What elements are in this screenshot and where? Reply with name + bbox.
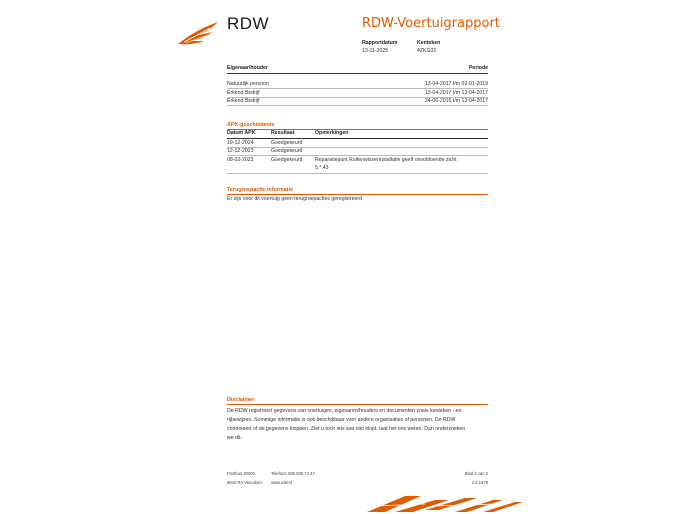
owners-header-rule — [227, 73, 488, 74]
owners-col-period: Periode — [468, 65, 488, 71]
row-divider — [227, 105, 488, 106]
kenteken-label: Kenteken — [417, 40, 441, 46]
disclaimer-line: we dit. — [227, 435, 242, 441]
apk-title-rule — [227, 129, 488, 130]
row-divider — [227, 88, 488, 89]
footer-version: 2.6.1878 — [471, 480, 488, 485]
disclaimer-title: Disclaimer — [227, 397, 255, 403]
owner-row-period: 13-04-2017 t/m 13-04-2017 — [424, 90, 488, 96]
apk-row-date: 08-02-2023 — [227, 157, 254, 163]
apk-row-date: 19-12-2024 — [227, 140, 254, 146]
disclaimer-line: controleert of de gegevens kloppen. Ziet u toch iets wat niet klopt, laat het ons weten. Dan onderzoeken — [227, 426, 466, 432]
apk-col-remarks: Opmerkingen — [315, 130, 349, 136]
owner-row-period: 24-06-2016 t/m 13-04-2017 — [424, 98, 488, 104]
kenteken-value: 4ZKG32 — [417, 48, 437, 54]
apk-row-result: Goedgekeurd — [271, 140, 303, 146]
footer-postbus: Postbus 30000 — [227, 471, 255, 476]
rapportdatum-label: Rapportdatum — [362, 40, 398, 46]
owner-row-period: 13-04-2017 t/m 02-01-2019 — [424, 81, 488, 87]
apk-row-result: Goedgekeurd — [271, 148, 303, 154]
recall-title-rule — [227, 194, 488, 195]
apk-col-result: Resultaat — [271, 130, 295, 136]
rdw-logo-icon — [176, 20, 220, 46]
apk-row-remarks-code: 5.*.43 — [315, 165, 329, 171]
owners-col-type: Eigenaar/houder — [227, 65, 268, 71]
logo-text: RDW — [227, 14, 270, 33]
owner-row-type: Natuurlijk persoon — [227, 81, 269, 87]
apk-title: APK-geschiedenis — [227, 122, 275, 128]
disclaimer-line: rijbewijzen. Sommige informatie is ook beschikbaar voor andere organisaties of personen. De RDW — [227, 417, 456, 423]
recall-title: Terugroepactie informatie — [227, 187, 294, 193]
footer-page-number: Blad 2 van 2 — [464, 471, 488, 476]
apk-row-date: 12-12-2023 — [227, 148, 254, 154]
row-divider — [227, 147, 488, 148]
footer-postcode: 9640 RA Veendam — [227, 480, 262, 485]
apk-row-result: Goedgekeurd — [271, 157, 303, 163]
disclaimer-line: De RDW registreert gegevens van voertuigen, eigenaren/houders en documenten zoals kenteken - en — [227, 408, 462, 414]
owner-row-type: Erkend Bedrijf — [227, 98, 260, 104]
row-divider — [227, 173, 488, 174]
rapportdatum-value: 13-11-2025 — [362, 48, 389, 54]
apk-col-date: Datum APK — [227, 130, 256, 136]
footer-telefoon: Telefoon 088 008 74 47 — [271, 471, 315, 476]
page-title: RDW-Voertuigrapport — [362, 16, 500, 31]
footer-decoration-icon — [365, 494, 525, 514]
disclaimer-title-rule — [227, 404, 488, 405]
recall-text: Er zijn voor dit voertuig geen terugroepacties geregistreerd — [227, 196, 362, 202]
footer-website[interactable]: www.rdw.nl — [271, 480, 292, 485]
apk-header-rule — [227, 138, 488, 139]
apk-row-remarks: Reparatiepunt Ruitenwisserinstallatie geeft onvoldoende zicht — [315, 157, 457, 163]
owner-row-type: Erkend Bedrijf — [227, 90, 260, 96]
row-divider — [227, 155, 488, 156]
